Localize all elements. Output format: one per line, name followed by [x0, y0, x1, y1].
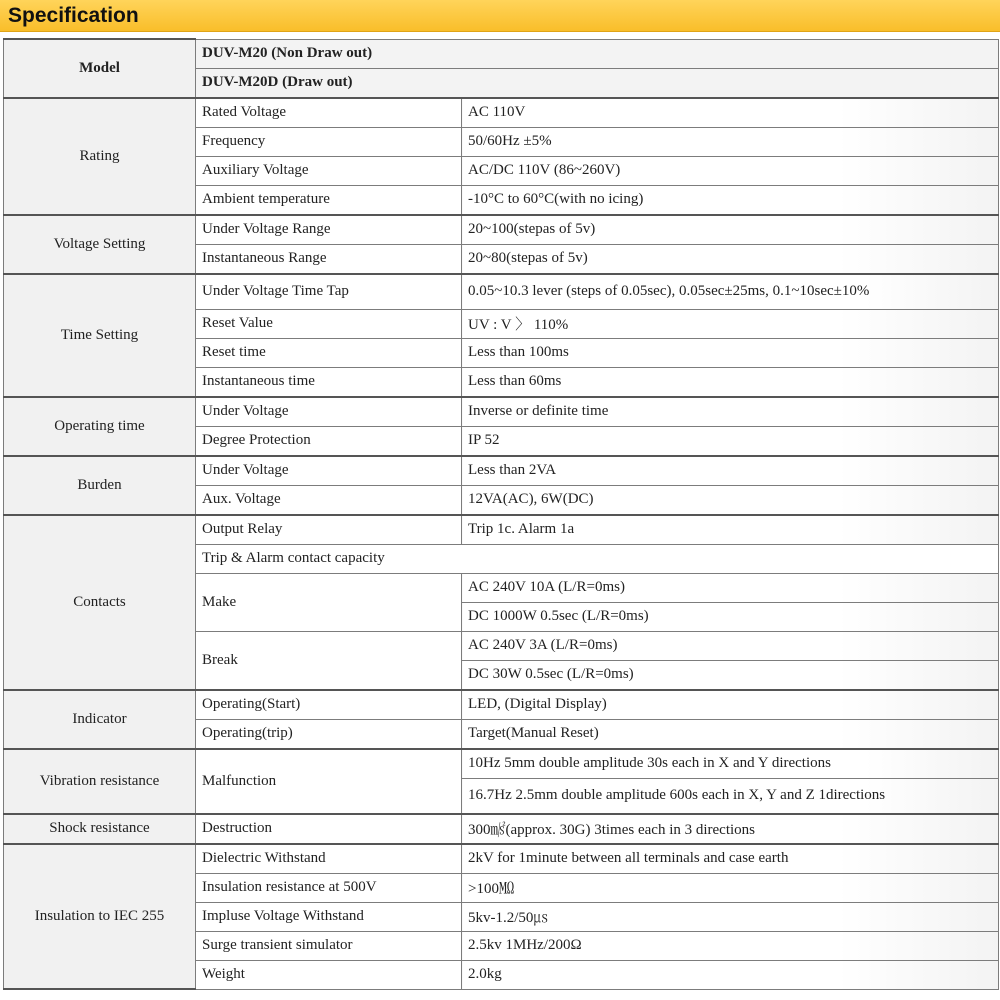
spec-value: AC 240V 3A (L/R=0ms) — [462, 631, 999, 660]
spec-name: Rated Voltage — [196, 98, 462, 128]
model-variant: DUV-M20 (Non Draw out) — [196, 39, 999, 68]
spec-value: AC 110V — [462, 98, 999, 128]
spec-name: Insulation resistance at 500V — [196, 873, 462, 902]
category-time-setting: Time Setting — [4, 274, 196, 397]
spec-name: Under Voltage — [196, 456, 462, 486]
spec-name: Destruction — [196, 814, 462, 844]
spec-name: Break — [196, 631, 462, 690]
spec-value: UV : V 〉 110% — [462, 309, 999, 338]
category-operating-time: Operating time — [4, 397, 196, 456]
category-insulation: Insulation to IEC 255 — [4, 844, 196, 990]
spec-name: Reset Value — [196, 309, 462, 338]
spec-value: Trip 1c. Alarm 1a — [462, 515, 999, 545]
spec-name: Aux. Voltage — [196, 485, 462, 515]
spec-value: 20~100(stepas of 5v) — [462, 215, 999, 245]
spec-value: 2.5kv 1MHz/200Ω — [462, 931, 999, 960]
spec-name: Dielectric Withstand — [196, 844, 462, 874]
section-title: Specification — [8, 4, 139, 27]
section-header — [0, 0, 1000, 32]
spec-name: Under Voltage Range — [196, 215, 462, 245]
category-model: Model — [4, 39, 196, 98]
model-variant: DUV-M20D (Draw out) — [196, 68, 999, 98]
table-row — [4, 814, 999, 844]
table-row — [4, 749, 999, 779]
spec-value: 5kv-1.2/50㎲ — [462, 902, 999, 931]
spec-name: Malfunction — [196, 749, 462, 814]
spec-value: DC 1000W 0.5sec (L/R=0ms) — [462, 602, 999, 631]
table-row — [4, 39, 999, 68]
category-vibration-resistance: Vibration resistance — [4, 749, 196, 814]
spec-value: AC 240V 10A (L/R=0ms) — [462, 573, 999, 602]
spec-value: 50/60Hz ±5% — [462, 127, 999, 156]
spec-value: 0.05~10.3 lever (steps of 0.05sec), 0.05sec±25ms, 0.1~10sec±10% — [462, 274, 999, 310]
spec-value: AC/DC 110V (86~260V) — [462, 156, 999, 185]
spec-value: 16.7Hz 2.5mm double amplitude 600s each in X, Y and Z 1directions — [462, 778, 999, 814]
category-rating: Rating — [4, 98, 196, 215]
table-row — [4, 397, 999, 427]
spec-value: >100㏁ — [462, 873, 999, 902]
table-row — [4, 844, 999, 874]
category-burden: Burden — [4, 456, 196, 515]
spec-value: Less than 60ms — [462, 367, 999, 397]
spec-value: -10°C to 60°C(with no icing) — [462, 185, 999, 215]
table-row — [4, 98, 999, 128]
table-row — [4, 215, 999, 245]
spec-value: LED, (Digital Display) — [462, 690, 999, 720]
spec-name: Output Relay — [196, 515, 462, 545]
spec-name: Operating(Start) — [196, 690, 462, 720]
spec-name: Frequency — [196, 127, 462, 156]
spec-name: Instantaneous time — [196, 367, 462, 397]
spec-value: Less than 100ms — [462, 338, 999, 367]
spec-name: Operating(trip) — [196, 719, 462, 749]
spec-value: 2.0kg — [462, 960, 999, 989]
spec-name: Instantaneous Range — [196, 244, 462, 274]
spec-name: Ambient temperature — [196, 185, 462, 215]
spec-value: IP 52 — [462, 426, 999, 456]
spec-name: Auxiliary Voltage — [196, 156, 462, 185]
table-row — [4, 515, 999, 545]
spec-name: Degree Protection — [196, 426, 462, 456]
spec-value: 300㎨(approx. 30G) 3times each in 3 directions — [462, 814, 999, 844]
spec-name: Make — [196, 573, 462, 631]
category-contacts: Contacts — [4, 515, 196, 690]
spec-value: 12VA(AC), 6W(DC) — [462, 485, 999, 515]
spec-value: Target(Manual Reset) — [462, 719, 999, 749]
spec-name: Under Voltage — [196, 397, 462, 427]
spec-value: DC 30W 0.5sec (L/R=0ms) — [462, 660, 999, 690]
spec-value: Inverse or definite time — [462, 397, 999, 427]
spec-name: Surge transient simulator — [196, 931, 462, 960]
category-indicator: Indicator — [4, 690, 196, 749]
table-row — [4, 274, 999, 310]
spec-value: 10Hz 5mm double amplitude 30s each in X and Y directions — [462, 749, 999, 779]
spec-value: 20~80(stepas of 5v) — [462, 244, 999, 274]
contact-capacity-heading: Trip & Alarm contact capacity — [196, 544, 999, 573]
spec-name: Under Voltage Time Tap — [196, 274, 462, 310]
table-row — [4, 456, 999, 486]
spec-value: 2kV for 1minute between all terminals and case earth — [462, 844, 999, 874]
category-shock-resistance: Shock resistance — [4, 814, 196, 844]
spec-name: Impluse Voltage Withstand — [196, 902, 462, 931]
spec-name: Reset time — [196, 338, 462, 367]
specification-table — [3, 38, 999, 990]
category-voltage-setting: Voltage Setting — [4, 215, 196, 274]
spec-name: Weight — [196, 960, 462, 989]
table-row — [4, 690, 999, 720]
spec-value: Less than 2VA — [462, 456, 999, 486]
